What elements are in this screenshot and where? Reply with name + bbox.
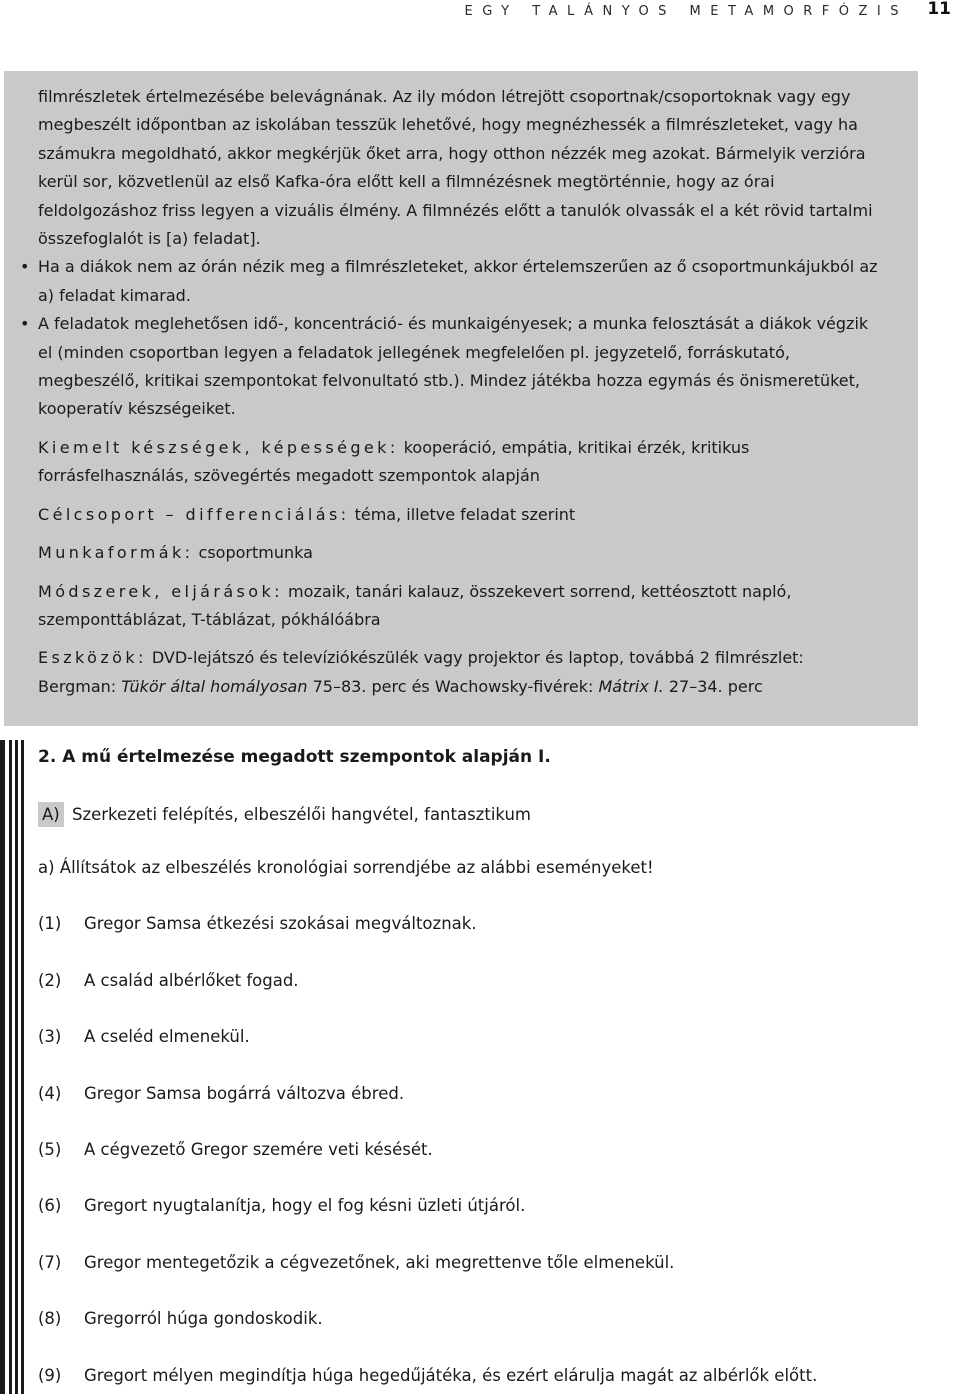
event-text: Gregor mentegetőzik a cégvezetőnek, aki megrettenve tőle elmenekül. [84,1253,675,1272]
field-value: 75–83. perc és Wachowsky-fivérek: [312,676,594,696]
event-number: (8) [38,1309,62,1328]
field-value: 27–34. perc [668,676,763,696]
margin-bar [21,740,24,1394]
intro-paragraph: filmrészletek értelmezésébe belevágnának. Az ily módon létrejött csoportnak/csoportoknak vagy egy megbeszélt időpontban az iskolában tesszük lehetővé, hogy megnézhessék a filmrészleteket, vagy ha számukra megoldható, akkor megkérjük őket arra, hogy otthon nézzék meg azokat. Bármelyik verzióra kerül sor, közvetlenül az első Kafka-óra előtt kell a filmnézésnek megtörténnie, hogy az órai feldolgozáshoz friss legyen a vizuális élmény. A filmnézés előtt a tanulók olvassák el a két rövid tartalmi összefoglalót is [a) feladat]. [38,87,873,249]
field-value: kooperáció, empátia, kritikai érzék, kritikus forrásfelhasználás, szövegértés megadott szempontok alapján [38,437,750,486]
page-number: 11 [927,0,951,19]
event-text: Gregort nyugtalanítja, hogy el fog késni üzleti útjáról. [84,1196,526,1215]
margin-bars [0,740,28,1394]
field-eszkozok [38,644,884,701]
event-text: Gregort mélyen megindítja húga hegedűjátéka, és ezért elárulja magát az albérlők előtt. [84,1366,818,1385]
event-item [38,1253,674,1272]
bullet-text: Ha a diákok nem az órán nézik meg a filmrészleteket, akkor értelemszerűen az ő csoportmunkájukból az a) feladat kimarad. [38,257,878,305]
event-number: (6) [38,1196,62,1215]
field-label: Munkaformák: [38,543,194,563]
event-item [38,1140,433,1159]
event-text: Gregor Samsa bogárrá változva ébred. [84,1084,405,1103]
margin-bar [9,740,12,1394]
field-kiemelt [38,434,884,491]
task-instruction: a) Állítsátok az elbeszélés kronológiai sorrendjébe az alábbi eseményeket! [38,858,654,877]
event-text: Gregor Samsa étkezési szokásai megváltoznak. [84,914,477,933]
margin-bar [15,740,18,1394]
bullet-icon: • [20,314,30,334]
field-munkaformak [38,539,884,567]
methodology-box [4,71,918,726]
event-number: (1) [38,914,62,933]
event-item [38,1366,817,1385]
event-text: A cégvezető Gregor szemére veti késését. [84,1140,433,1159]
event-text: Gregorról húga gondoskodik. [84,1309,323,1328]
field-value: mozaik, tanári kalauz, összekevert sorrend, kettéosztott napló, szemponttáblázat, T-táblázat, pókhálóábra [38,581,792,629]
event-number: (7) [38,1253,62,1272]
section-heading: 2. A mű értelmezése megadott szempontok alapján I. [38,747,551,767]
subsection-title [38,802,531,827]
event-item [38,1084,404,1103]
field-modszerek [38,578,884,635]
field-celcsoport [38,501,884,529]
event-item [38,914,477,933]
film-title: Mátrix I. [598,676,664,696]
event-number: (4) [38,1084,62,1103]
event-number: (3) [38,1027,62,1046]
field-value: csoportmunka [198,543,313,563]
event-number: (5) [38,1140,62,1159]
event-number: (2) [38,971,62,990]
subsection-text: Szerkezeti felépítés, elbeszélői hangvétel, fantasztikum [71,805,531,824]
event-text: A cseléd elmenekül. [84,1027,250,1046]
event-number: (9) [38,1366,62,1385]
field-label: Kiemelt készségek, képességek: [38,437,399,457]
field-label: Eszközök: [38,648,147,668]
bullet-item [20,253,884,310]
margin-bar [0,740,5,1394]
field-value: téma, illetve feladat szerint [354,504,576,524]
subsection-label: A) [38,802,64,827]
event-text: A család albérlőket fogad. [84,971,299,990]
field-label: Célcsoport – differenciálás: [38,504,350,524]
bullet-text: A feladatok meglehetősen idő-, koncentráció- és munkaigényesek; a munka felosztását a diákok végzik el (minden csoportban legyen a feladatok jellegének megfelelően pl. jegyzetelő, forráskutató, megbeszélő, kritikai szempontokat felvonultató stb.). Mindez játékba hozza egymás és önismeretüket, kooperatív készségeiket. [38,314,869,419]
event-item [38,1027,250,1046]
running-title: EGY TALÁNYOS METAMORFÓZIS [464,4,908,19]
event-item [38,971,299,990]
event-item [38,1196,525,1215]
film-title: Tükör által homályosan [121,676,308,696]
running-head [0,0,960,22]
field-value: DVD-lejátszó és televíziókészülék vagy projektor és laptop, továbbá 2 filmrészlet: Bergman: [38,648,804,696]
bullet-icon: • [20,257,30,277]
field-label: Módszerek, eljárások: [38,581,283,601]
event-item [38,1309,323,1328]
bullet-item [20,310,884,424]
